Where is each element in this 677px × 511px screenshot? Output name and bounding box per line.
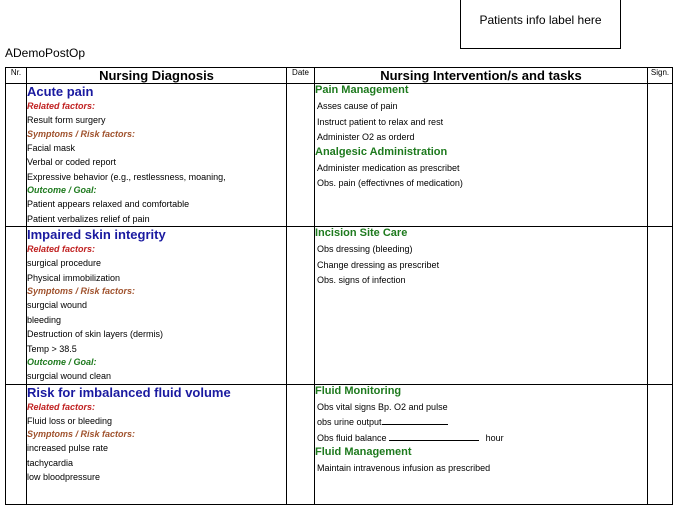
nr-cell: [6, 84, 27, 227]
sign-cell[interactable]: [648, 227, 673, 385]
symptoms-label: Symptoms / Risk factors:: [27, 286, 136, 296]
symptom: Expressive behavior (e.g., restlessness, moaning,: [27, 171, 226, 182]
intervention-task-text: obs urine output: [317, 417, 382, 427]
intervention-task-with-blank: [315, 415, 647, 431]
symptoms-label: Symptoms / Risk factors:: [27, 128, 136, 139]
related-factor: Result form surgery: [27, 115, 106, 125]
outcome: Patient appears relaxed and comfortable: [27, 199, 190, 209]
intervention-task: Obs. signs of infection: [317, 275, 406, 285]
fill-in-blank[interactable]: [389, 431, 479, 441]
diagnosis-cell: [27, 227, 287, 385]
related-factor: Fluid loss or bleeding: [27, 415, 113, 426]
intervention-task: Maintain intravenous infusion as prescribed: [317, 463, 491, 473]
intervention-title: Fluid Monitoring: [315, 384, 402, 397]
symptoms-label: Symptoms / Risk factors:: [27, 429, 136, 439]
document-title: ADemoPostOp: [5, 46, 86, 60]
nr-cell: [6, 384, 27, 504]
related-factor: Physical immobilization: [27, 272, 121, 283]
date-cell[interactable]: [287, 227, 315, 385]
care-plan-table: [5, 67, 673, 505]
outcome-label: Outcome / Goal:: [27, 357, 97, 367]
diagnosis-title: Acute pain: [27, 84, 94, 99]
interventions-cell: [315, 384, 648, 504]
diagnosis-cell: [27, 384, 287, 504]
col-header-nr: Nr.: [6, 68, 27, 84]
intervention-title: Analgesic Administration: [315, 145, 448, 158]
sign-cell[interactable]: [648, 84, 673, 227]
related-factors-label: Related factors:: [27, 101, 96, 111]
table-row: [6, 84, 673, 227]
intervention-task: Administer O2 as orderd: [317, 132, 415, 142]
patient-label-text: Patients info label here: [479, 13, 602, 27]
related-factors-label: Related factors:: [27, 401, 96, 412]
intervention-task: Instruct patient to relax and rest: [317, 116, 444, 127]
interventions-cell: [315, 227, 648, 385]
outcome: surgcial wound clean: [27, 371, 112, 381]
date-cell[interactable]: [287, 384, 315, 504]
col-header-diagnosis: Nursing Diagnosis: [27, 68, 287, 84]
nr-cell: [6, 227, 27, 385]
diagnosis-title: Risk for imbalanced fluid volume: [27, 384, 231, 400]
intervention-task: Obs dressing (bleeding): [317, 244, 413, 254]
symptom: surgcial wound: [27, 300, 88, 310]
col-header-interventions: Nursing Intervention/s and tasks: [315, 68, 648, 84]
table-header-row: [6, 68, 673, 84]
intervention-title: Pain Management: [315, 84, 409, 96]
intervention-task: Asses cause of pain: [317, 101, 398, 111]
col-header-date: Date: [287, 68, 315, 84]
date-cell[interactable]: [287, 84, 315, 227]
diagnosis-cell: [27, 84, 287, 227]
symptom: Facial mask: [27, 142, 76, 153]
intervention-task: Obs. pain (effectivnes of medication): [317, 178, 463, 188]
col-header-sign: Sign.: [648, 68, 673, 84]
intervention-task: Change dressing as prescribet: [317, 259, 440, 270]
symptom: Temp > 38.5: [27, 343, 77, 354]
symptom: increased pulse rate: [27, 443, 109, 453]
symptom: tachycardia: [27, 457, 74, 468]
diagnosis-title: Impaired skin integrity: [27, 227, 166, 242]
symptom: low bloodpressure: [27, 472, 101, 482]
outcome-label: Outcome / Goal:: [27, 185, 97, 195]
related-factor: surgical procedure: [27, 258, 102, 268]
intervention-task-with-blank: [315, 431, 647, 447]
table-row: [6, 384, 673, 504]
symptom: bleeding: [27, 314, 62, 325]
patient-label-box: [460, 0, 621, 49]
interventions-cell: [315, 84, 648, 227]
intervention-task: Administer medication as prescribet: [317, 162, 460, 173]
intervention-task: Obs vital signs Bp. O2 and pulse: [317, 401, 448, 412]
table-row: [6, 227, 673, 385]
unit-text: hour: [485, 432, 504, 443]
intervention-title: Fluid Management: [315, 446, 412, 458]
intervention-task-text: Obs fluid balance: [317, 432, 387, 443]
related-factors-label: Related factors:: [27, 244, 96, 254]
symptom: Destruction of skin layers (dermis): [27, 329, 164, 339]
symptom: Verbal or coded report: [27, 157, 117, 167]
fill-in-blank[interactable]: [382, 415, 448, 425]
intervention-title: Incision Site Care: [315, 227, 408, 239]
outcome: Patient verbalizes relief of pain: [27, 213, 150, 224]
sign-cell[interactable]: [648, 384, 673, 504]
